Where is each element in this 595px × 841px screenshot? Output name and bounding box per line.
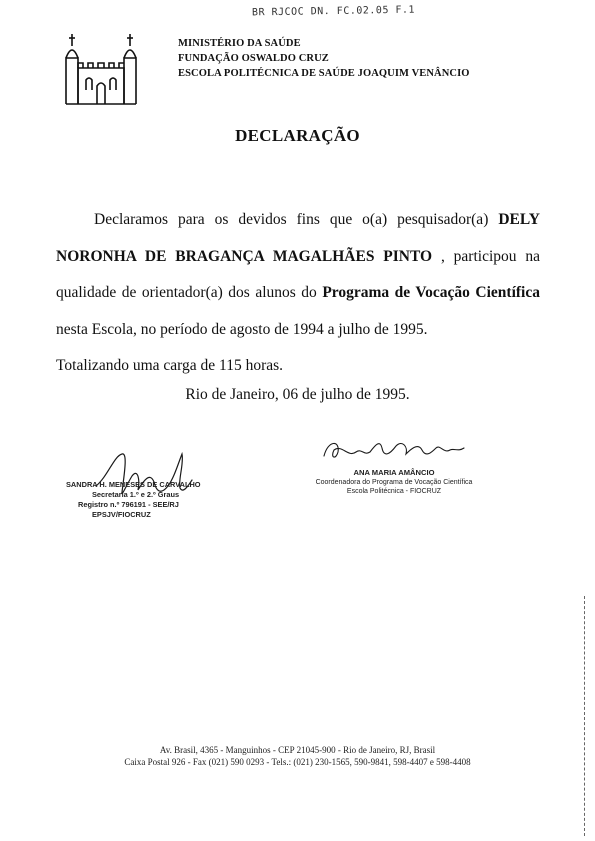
date-line: Rio de Janeiro, 06 de julho de 1995.	[185, 386, 410, 403]
signer-registration-left: Registro n.º 796191 - SEE/RJ	[78, 500, 179, 509]
institution-header	[178, 36, 470, 81]
signer-role-right: Coordenadora do Programa de Vocação Científica	[315, 478, 473, 486]
institution-foundation: FUNDAÇÃO OSWALDO CRUZ	[178, 53, 329, 64]
signer-name-right: ANA MARIA AMÂNCIO	[353, 468, 435, 477]
paragraph-text-a: Declaramos para os devidos fins que o(a) pesquisador(a)	[94, 211, 499, 228]
handwritten-signature-right	[318, 436, 470, 464]
signer-role-left: Secretaria 1.º e 2.º Graus	[92, 490, 180, 499]
institution-school: ESCOLA POLITÉCNICA DE SAÚDE JOAQUIM VENÂNCIO	[178, 68, 470, 79]
fiocruz-castle-icon	[62, 20, 140, 106]
signer-org-right: Escola Politécnica - FIOCRUZ	[346, 488, 442, 495]
archive-code: BR RJCOC DN. FC.02.05 F.1	[251, 4, 416, 19]
declaration-paragraph	[56, 202, 540, 348]
signer-name-left: SANDRA H. MENESES DE CARVALHO	[66, 480, 201, 489]
signature-block-right	[300, 468, 488, 497]
signature-block-left	[66, 480, 201, 520]
paragraph-text-c: nesta Escola, no período de agosto de 1994 a julho de 1995.	[56, 320, 428, 338]
workload-paragraph: Totalizando uma carga de 115 horas.	[56, 357, 284, 374]
signer-org-left: EPSJV/FIOCRUZ	[92, 510, 151, 519]
footer-address	[0, 744, 595, 768]
declaration-body	[56, 202, 540, 385]
institution-ministry: MINISTÉRIO DA SAÚDE	[178, 38, 301, 49]
researcher-name: DELY NORONHA DE BRAGANÇA MAGALHÃES PINTO	[56, 211, 540, 265]
paragraph-text-b: , participou na qualidade de orientador(a) dos alunos do	[56, 247, 540, 301]
program-name: Programa de Vocação Científica	[322, 284, 540, 301]
scan-edge-mark	[584, 596, 586, 836]
footer-address-line: Av. Brasil, 4365 - Manguinhos - CEP 21045-900 - Rio de Janeiro, RJ, Brasil	[159, 745, 436, 755]
page-title: DECLARAÇÃO	[235, 126, 360, 145]
footer-contact-line: Caixa Postal 926 - Fax (021) 590 0293 - Tels.: (021) 230-1565, 590-9841, 598-4407 e 598-4408	[124, 757, 471, 767]
